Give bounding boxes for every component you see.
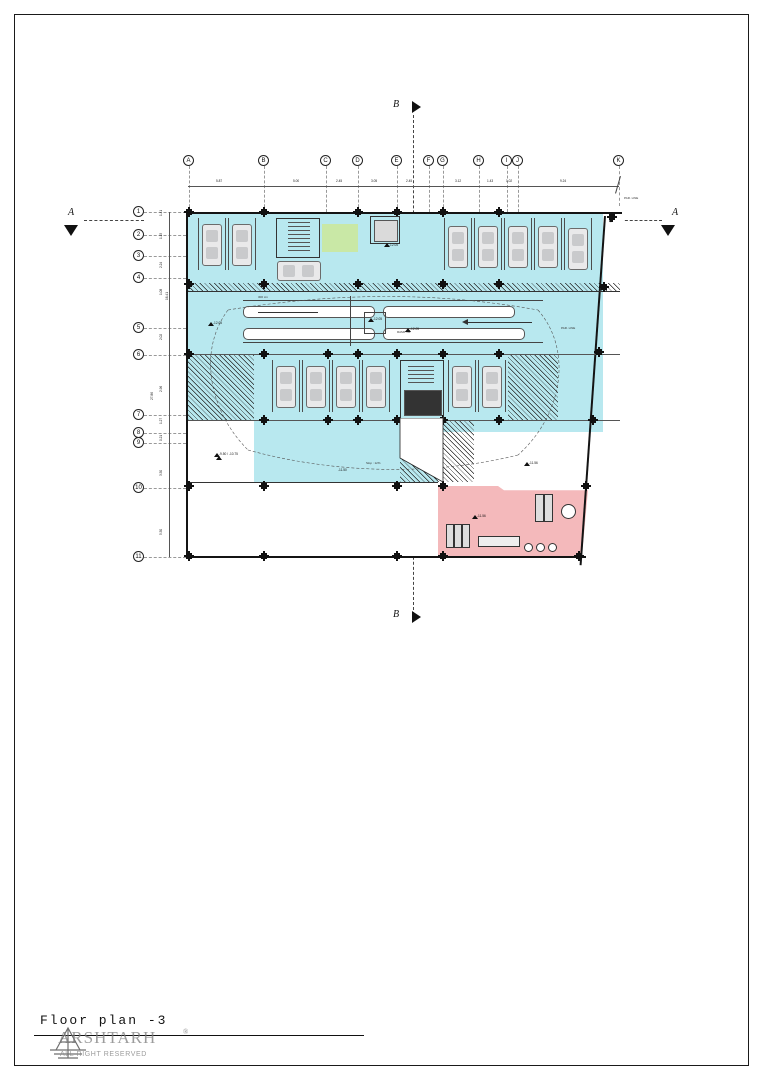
car-symbol bbox=[232, 224, 252, 266]
gridline-B bbox=[264, 166, 265, 212]
gridline-4 bbox=[144, 278, 186, 279]
column bbox=[496, 209, 502, 215]
stair-tread bbox=[288, 222, 310, 223]
grid-bubble-J: J bbox=[512, 155, 523, 166]
grid-bubble-6: 6 bbox=[133, 349, 144, 360]
stair-tread bbox=[288, 238, 310, 239]
column bbox=[186, 281, 192, 287]
grid-bubble-I: I bbox=[501, 155, 512, 166]
gridline-E bbox=[397, 166, 398, 212]
column bbox=[394, 483, 400, 489]
gridline-A bbox=[189, 166, 190, 212]
section-mark-b-top-label: B bbox=[393, 99, 400, 110]
grid-bubble-D: D bbox=[352, 155, 363, 166]
grid-bubble-8: 8 bbox=[133, 427, 144, 438]
stair-tread bbox=[408, 374, 434, 375]
grid-bubble-F: F bbox=[423, 155, 434, 166]
dim-left-5: 2.02 bbox=[159, 333, 163, 340]
section-mark-b-bottom-arrow bbox=[412, 611, 421, 623]
column bbox=[261, 281, 267, 287]
stair-tread bbox=[288, 226, 310, 227]
gridline-C bbox=[326, 166, 327, 212]
dim-line-top bbox=[188, 186, 619, 187]
stair-tread bbox=[408, 366, 434, 367]
column bbox=[440, 209, 446, 215]
column bbox=[440, 281, 446, 287]
elev-mid-right: -12.05 bbox=[410, 327, 420, 331]
section-mark-a-left-label: A bbox=[68, 207, 75, 218]
ramp-width-label: 300 cm bbox=[258, 295, 268, 299]
column bbox=[440, 483, 446, 489]
elevator-shaft-outline bbox=[399, 216, 400, 244]
grid-bubble-G: G bbox=[437, 155, 448, 166]
gridline-J bbox=[518, 166, 519, 212]
mech-tank-3 bbox=[462, 524, 470, 548]
wall-south bbox=[186, 556, 586, 558]
mech-unit-b bbox=[544, 494, 553, 522]
gridline-3 bbox=[144, 256, 186, 257]
stair-tread bbox=[288, 234, 310, 235]
logo-registered-mark: ® bbox=[183, 1028, 189, 1036]
stair-core-north-outline bbox=[276, 218, 277, 258]
column bbox=[496, 281, 502, 287]
car-symbol bbox=[277, 261, 321, 281]
stair-core-north-outline bbox=[276, 257, 320, 258]
gridline-7 bbox=[144, 415, 186, 416]
grid-bubble-5: 5 bbox=[133, 322, 144, 333]
mech-tank-2 bbox=[454, 524, 462, 548]
cutout-bottom-left-white bbox=[188, 482, 438, 558]
gridline-I bbox=[507, 166, 508, 212]
gridline-11 bbox=[144, 557, 186, 558]
stair-tread bbox=[288, 246, 310, 247]
stair-landing bbox=[404, 390, 442, 416]
grid-bubble-B: B bbox=[258, 155, 269, 166]
dim-top-8: 1.02 bbox=[506, 179, 513, 183]
dim-left-3: 2.24 bbox=[159, 261, 163, 268]
elevator-shaft-outline bbox=[370, 216, 371, 244]
car-symbol bbox=[448, 226, 468, 268]
column bbox=[609, 214, 615, 220]
car-symbol bbox=[276, 366, 296, 408]
elev-mid-center: -12.05 bbox=[373, 317, 383, 321]
elevator-cab bbox=[374, 220, 398, 242]
mech-tank-1 bbox=[446, 524, 454, 548]
car-symbol bbox=[336, 366, 356, 408]
elev-mid-left: -12.05 bbox=[213, 321, 223, 325]
dim-left-2: 1.15 bbox=[159, 232, 163, 239]
column bbox=[186, 209, 192, 215]
slope-symbol bbox=[395, 418, 445, 482]
ramp-up-label: RAMP UP bbox=[397, 330, 411, 334]
car-symbol bbox=[306, 366, 326, 408]
column bbox=[186, 483, 192, 489]
column bbox=[355, 209, 361, 215]
grid-bubble-1: 1 bbox=[133, 206, 144, 217]
dim-left-total: 27.86 bbox=[150, 392, 154, 400]
column bbox=[261, 553, 267, 559]
mech-boiler bbox=[478, 536, 520, 547]
dim-top-7: 1.43 bbox=[487, 179, 494, 183]
column bbox=[576, 553, 582, 559]
column bbox=[394, 209, 400, 215]
grid-bubble-10: 10 bbox=[133, 482, 144, 493]
section-mark-a-right-arrow bbox=[661, 225, 675, 236]
gridline-2 bbox=[144, 235, 186, 236]
stair-tread bbox=[408, 382, 434, 383]
column bbox=[394, 281, 400, 287]
dim-top-9: 9.24 bbox=[560, 179, 567, 183]
gridline-G bbox=[443, 166, 444, 212]
grid-bubble-A: A bbox=[183, 155, 194, 166]
east-note: PAR. LINE bbox=[561, 326, 576, 330]
car-symbol bbox=[482, 366, 502, 408]
dim-left-7: 1.27 bbox=[159, 417, 163, 424]
mech-unit-a bbox=[535, 494, 544, 522]
wall-south-inner bbox=[188, 482, 438, 483]
grid-bubble-9: 9 bbox=[133, 437, 144, 448]
gridline-H bbox=[479, 166, 480, 212]
car-symbol bbox=[452, 366, 472, 408]
stair-tread bbox=[288, 250, 310, 251]
wall-west-lower bbox=[186, 486, 188, 558]
dim-top-5: 2.45 bbox=[406, 179, 413, 183]
column bbox=[583, 483, 589, 489]
dim-top-1: 5.87 bbox=[216, 179, 223, 183]
dim-left-total-2: 16.41 bbox=[165, 292, 169, 300]
grid-bubble-4: 4 bbox=[133, 272, 144, 283]
dim-left-1: 1.41 bbox=[159, 209, 163, 216]
section-mark-a-right-label: A bbox=[672, 207, 679, 218]
grid-bubble-3: 3 bbox=[133, 250, 144, 261]
section-mark-a-left-arrow bbox=[64, 225, 78, 236]
grid-bubble-H: H bbox=[473, 155, 484, 166]
elevator-lobby-fill bbox=[322, 224, 358, 252]
grid-bubble-2: 2 bbox=[133, 229, 144, 240]
wall-north bbox=[186, 212, 622, 214]
dim-top-2: 5.00 bbox=[293, 179, 300, 183]
column bbox=[261, 483, 267, 489]
dim-top-6: 3.12 bbox=[455, 179, 462, 183]
gridline-6 bbox=[144, 355, 186, 356]
gridline-5 bbox=[144, 328, 186, 329]
gridline-10 bbox=[144, 488, 186, 489]
gridline-F bbox=[429, 166, 430, 212]
dim-left-9: 3.50 bbox=[159, 469, 163, 476]
car-symbol bbox=[508, 226, 528, 268]
column bbox=[355, 281, 361, 287]
stair-core-north-outline bbox=[319, 218, 320, 258]
grid-bubble-E: E bbox=[391, 155, 402, 166]
gridline-8 bbox=[144, 433, 186, 434]
grid-bubble-C: C bbox=[320, 155, 331, 166]
stair-core-south-outline bbox=[400, 360, 401, 420]
car-symbol bbox=[366, 366, 386, 408]
elev-sw: -9.50 / -10.75 bbox=[219, 452, 238, 456]
property-line-note: PAR. LINE bbox=[624, 196, 639, 200]
elevator-shaft-outline bbox=[370, 216, 400, 217]
stair-tread bbox=[288, 230, 310, 231]
elev-marker bbox=[216, 456, 222, 460]
car-symbol bbox=[538, 226, 558, 268]
dim-line-left bbox=[169, 212, 170, 557]
mech-circle-small-3 bbox=[548, 543, 557, 552]
dim-top-3: 2.45 bbox=[336, 179, 343, 183]
mech-circle-small-2 bbox=[536, 543, 545, 552]
stair-tread bbox=[408, 370, 434, 371]
dim-top-4: 3.05 bbox=[371, 179, 378, 183]
column bbox=[440, 553, 446, 559]
gridline-9 bbox=[144, 443, 186, 444]
logo-rights-text: ALL RIGHT RESERVED bbox=[60, 1051, 147, 1058]
stair-tread bbox=[408, 378, 434, 379]
grid-bubble-K: K bbox=[613, 155, 624, 166]
corner-note-label: Slop : 12% bbox=[366, 461, 381, 465]
dim-left-4: 1.08 bbox=[159, 288, 163, 295]
elev-south-east: -11.56 bbox=[529, 461, 538, 465]
car-symbol bbox=[202, 224, 222, 266]
column bbox=[261, 209, 267, 215]
dim-left-8: 0.21 bbox=[159, 434, 163, 441]
mech-circle-large bbox=[561, 504, 576, 519]
elev-ne-top: -12.05 bbox=[389, 243, 399, 247]
grid-bubble-11: 11 bbox=[133, 551, 144, 562]
column bbox=[394, 553, 400, 559]
stair-core-south-outline bbox=[400, 360, 444, 361]
dim-left-6: 2.96 bbox=[159, 385, 163, 392]
mech-circle-small-1 bbox=[524, 543, 533, 552]
car-symbol bbox=[568, 228, 588, 270]
car-symbol bbox=[478, 226, 498, 268]
section-line-a-right bbox=[620, 220, 662, 221]
elev-south-center: -11.50 bbox=[338, 468, 347, 472]
elev-pink-room: -11.56 bbox=[477, 514, 486, 518]
logo-wordmark: ARSHTARH bbox=[58, 1028, 157, 1047]
section-mark-b-bottom-label: B bbox=[393, 609, 400, 620]
stair-core-north-outline bbox=[276, 218, 320, 219]
grid-bubble-7: 7 bbox=[133, 409, 144, 420]
gridline-1 bbox=[144, 212, 186, 213]
column bbox=[186, 553, 192, 559]
stair-tread bbox=[288, 242, 310, 243]
section-line-a-left bbox=[84, 220, 144, 221]
dim-left-10: 5.50 bbox=[159, 528, 163, 535]
page-title: Floor plan -3 bbox=[40, 1013, 168, 1028]
section-mark-b-top-arrow bbox=[412, 101, 421, 113]
gridline-D bbox=[358, 166, 359, 212]
stair-core-south-outline bbox=[443, 360, 444, 420]
